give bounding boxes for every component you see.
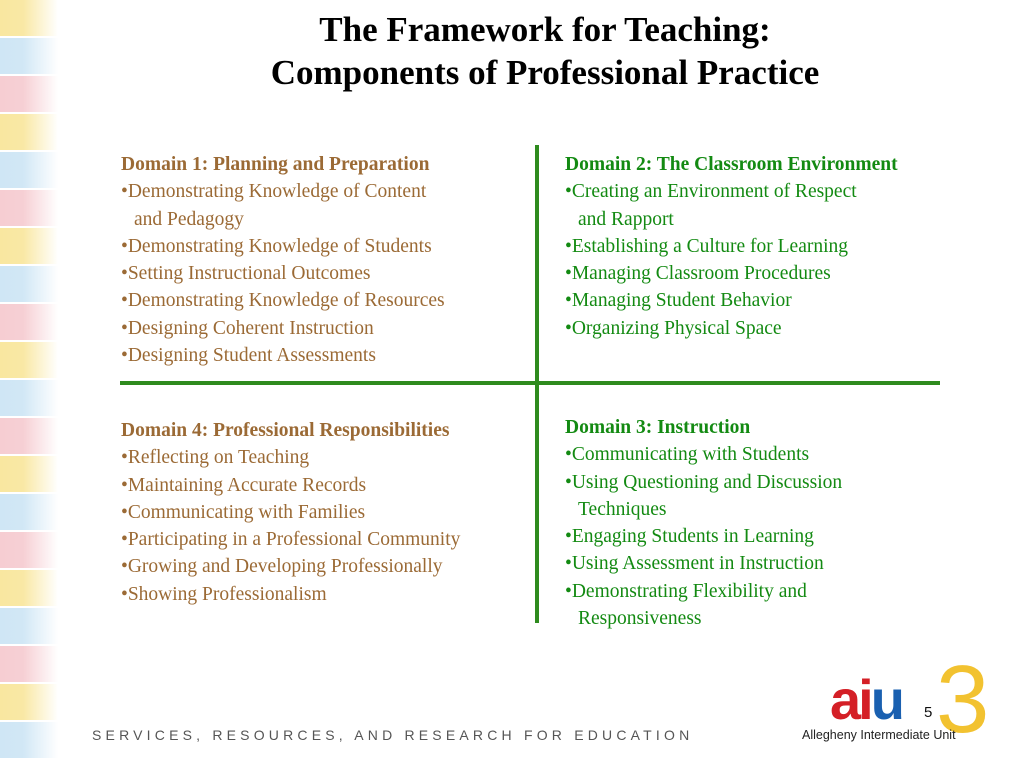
domain-2-item: and Rapport [578, 208, 674, 230]
aiu-logo [800, 646, 990, 760]
domain-4-item: •Growing and Developing Professionally [121, 556, 443, 578]
footer-tagline: SERVICES, RESOURCES, AND RESEARCH FOR EDUCATION [92, 727, 694, 743]
domain-1-item: •Demonstrating Knowledge of Content [121, 181, 427, 203]
domain-1-heading: Domain 1: Planning and Preparation [121, 154, 430, 175]
domain-4-item: •Reflecting on Teaching [121, 447, 310, 469]
logo-letter-a: a [830, 668, 859, 731]
title-line-1: The Framework for Teaching: [319, 10, 771, 49]
domain-3-item: Responsiveness [578, 608, 702, 630]
slide-title [120, 8, 970, 94]
domain-4-item: •Maintaining Accurate Records [121, 474, 367, 496]
horizontal-divider [120, 381, 940, 385]
domain-1-item: •Demonstrating Knowledge of Resources [121, 290, 445, 312]
domain-2-item: •Organizing Physical Space [565, 317, 782, 339]
domain-4-block [121, 417, 460, 608]
domain-1-item: •Designing Coherent Instruction [121, 317, 374, 339]
domain-1-item: and Pedagogy [134, 208, 244, 230]
domain-3-block [565, 414, 842, 632]
domain-2-item: •Establishing a Culture for Learning [565, 235, 849, 257]
logo-letter-i: i [858, 668, 871, 731]
domain-4-item: •Showing Professionalism [121, 583, 327, 605]
domain-2-item: •Creating an Environment of Respect [565, 181, 857, 203]
domain-3-item: Techniques [578, 498, 667, 520]
domain-3-item: •Engaging Students in Learning [565, 526, 814, 548]
domain-3-item: •Using Assessment in Instruction [565, 553, 824, 575]
domain-4-item: •Participating in a Professional Community [121, 529, 461, 551]
domain-3-item: •Communicating with Students [565, 444, 810, 466]
logo-caption: Allegheny Intermediate Unit [802, 728, 956, 742]
domain-1-item: •Designing Student Assessments [121, 345, 376, 367]
domain-3-heading: Domain 3: Instruction [565, 417, 751, 438]
page-number: 5 [924, 704, 933, 721]
domain-1-item: •Setting Instructional Outcomes [121, 263, 371, 285]
domain-3-item: •Using Questioning and Discussion [565, 471, 843, 493]
domain-4-item: •Communicating with Families [121, 501, 366, 523]
domain-2-item: •Managing Student Behavior [565, 290, 792, 312]
domain-3-item: •Demonstrating Flexibility and [565, 580, 807, 602]
domain-2-heading: Domain 2: The Classroom Environment [565, 154, 898, 175]
domain-2-block [565, 151, 898, 342]
domain-2-item: •Managing Classroom Procedures [565, 263, 831, 285]
domain-1-block [121, 151, 445, 369]
domain-1-item: •Demonstrating Knowledge of Students [121, 235, 432, 257]
logo-letter-u: u [870, 668, 902, 731]
logo-wordmark [830, 668, 902, 731]
domain-4-heading: Domain 4: Professional Responsibilities [121, 420, 450, 441]
stripe-fade [0, 0, 58, 768]
logo-three: 3 [936, 646, 990, 753]
title-line-2: Components of Professional Practice [270, 53, 820, 92]
